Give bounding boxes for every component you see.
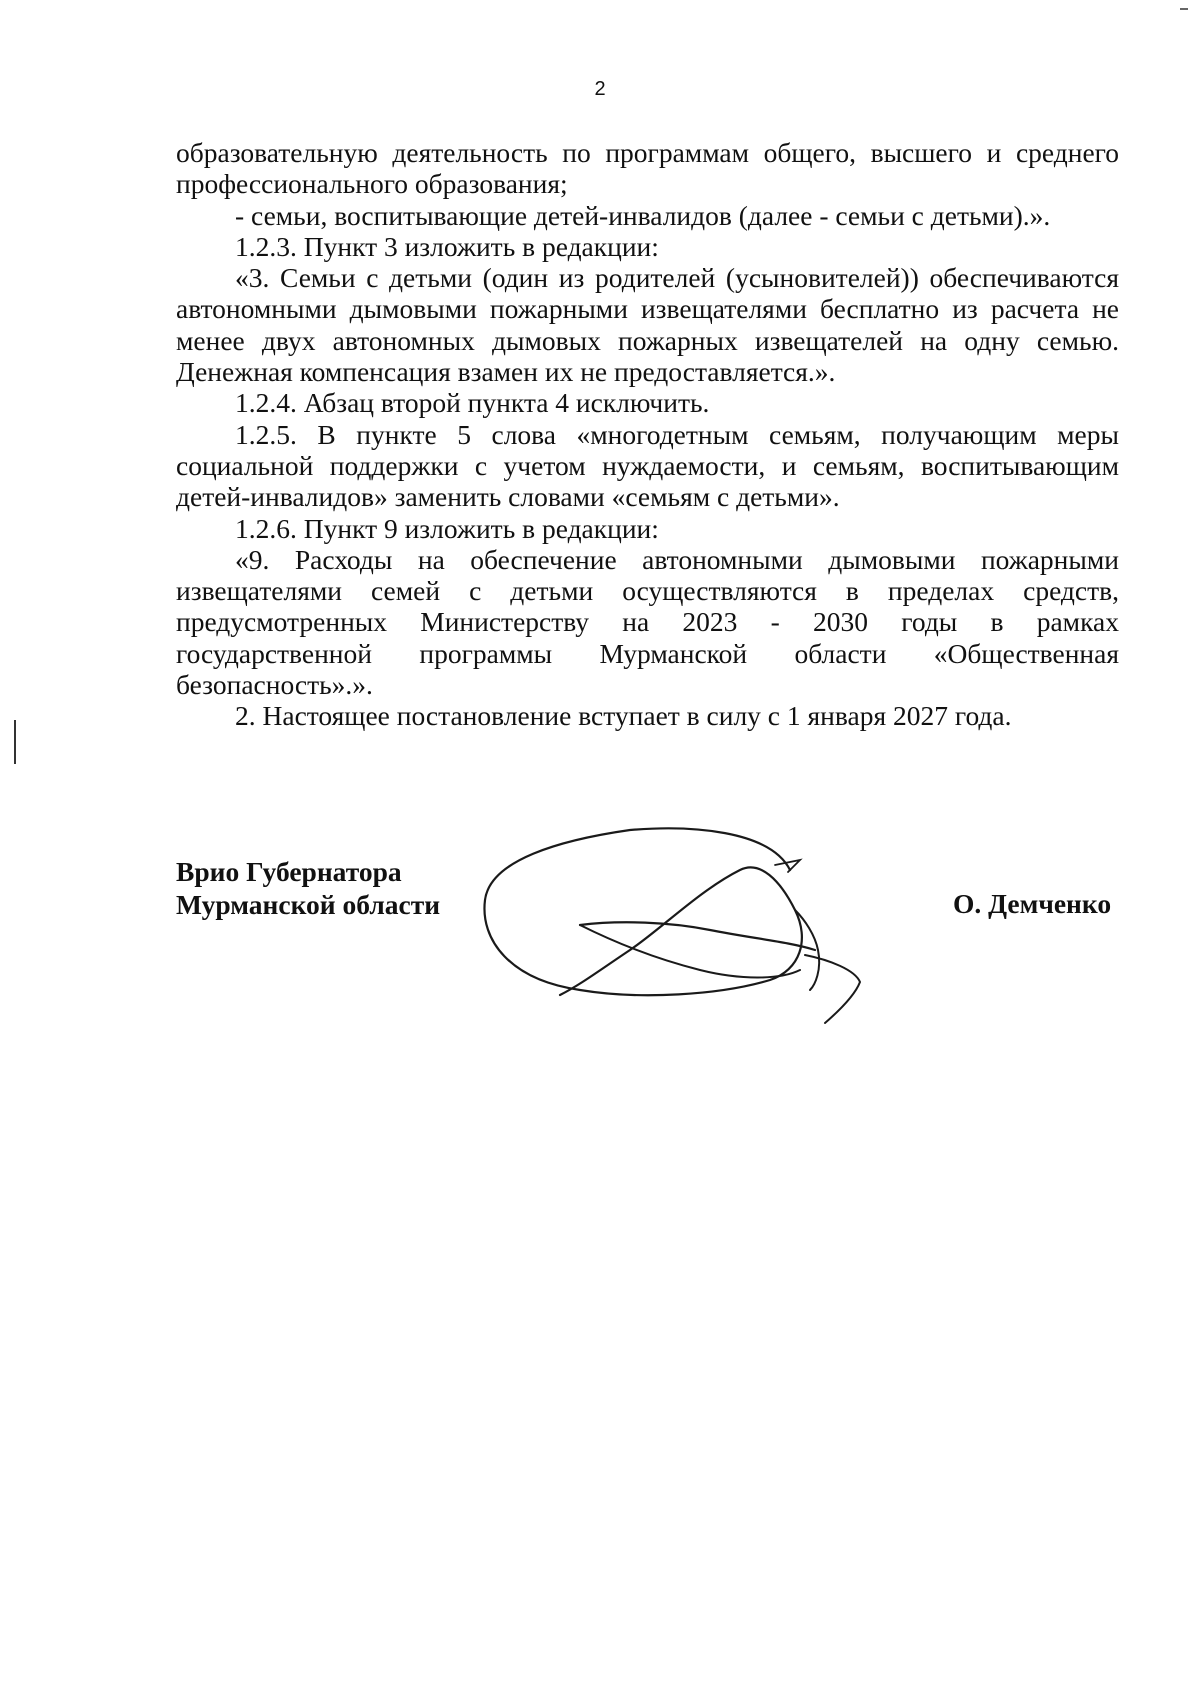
- signatory-title-line-2: Мурманской области: [176, 889, 441, 920]
- paragraph-4-line-2: автономными дымовыми пожарными извещателями бесплатно из расчета не: [176, 293, 1119, 325]
- paragraph-6-line-2: социальной поддержки с учетом нуждаемости, и семьям, воспитывающим: [176, 449, 1119, 481]
- document-body: [176, 137, 1119, 732]
- paragraph-4-line-4: Денежная компенсация взамен их не предоставляется.».: [176, 356, 836, 388]
- paragraph-9: 2. Настоящее постановление вступает в силу с 1 января 2027 года.: [235, 700, 1012, 732]
- signatory-name: О. Демченко: [953, 888, 1112, 919]
- paragraph-4-line-1: «3. Семьи с детьми (один из родителей (усыновителей)) обеспечиваются: [235, 262, 1119, 294]
- scan-corner-mark: [1180, 8, 1188, 10]
- scan-edge-mark: [14, 720, 16, 764]
- paragraph-5: 1.2.4. Абзац второй пункта 4 исключить.: [235, 387, 710, 419]
- paragraph-2: - семьи, воспитывающие детей-инвалидов (далее - семьи с детьми).».: [235, 199, 1051, 231]
- signatory-title: [176, 855, 440, 921]
- paragraph-1-line-1: образовательную деятельность по программам общего, высшего и среднего: [176, 137, 1119, 168]
- paragraph-6: [176, 419, 1119, 513]
- paragraph-4: [176, 262, 1119, 387]
- paragraph-8-line-4: государственной программы Мурманской области «Общественная: [176, 637, 1119, 669]
- paragraph-1-line-2: профессионального образования;: [176, 168, 568, 200]
- paragraph-3: 1.2.3. Пункт 3 изложить в редакции:: [235, 230, 659, 262]
- paragraph-8-line-5: безопасность».».: [176, 669, 373, 701]
- paragraph-7: 1.2.6. Пункт 9 изложить в редакции:: [235, 512, 659, 544]
- paragraph-8-line-2: извещателями семей с детьми осуществляются в пределах средств,: [176, 575, 1119, 607]
- paragraph-1: [176, 137, 1119, 200]
- page-number: 2: [594, 78, 606, 100]
- handwritten-signature: [470, 810, 900, 1030]
- paragraph-6-line-3: детей-инвалидов» заменить словами «семьям с детьми».: [176, 481, 840, 513]
- paragraph-8-line-1: «9. Расходы на обеспечение автономными дымовыми пожарными: [235, 543, 1119, 575]
- paragraph-8-line-3: предусмотренных Министерству на 2023 - 2030 годы в рамках: [176, 606, 1119, 638]
- paragraph-6-line-1: 1.2.5. В пункте 5 слова «многодетным семьям, получающим меры: [235, 418, 1119, 450]
- paragraph-4-line-3: менее двух автономных дымовых пожарных извещателей на одну семью.: [176, 324, 1119, 356]
- signatory-title-line-1: Врио Губернатора: [176, 856, 402, 887]
- paragraph-8: [176, 544, 1119, 700]
